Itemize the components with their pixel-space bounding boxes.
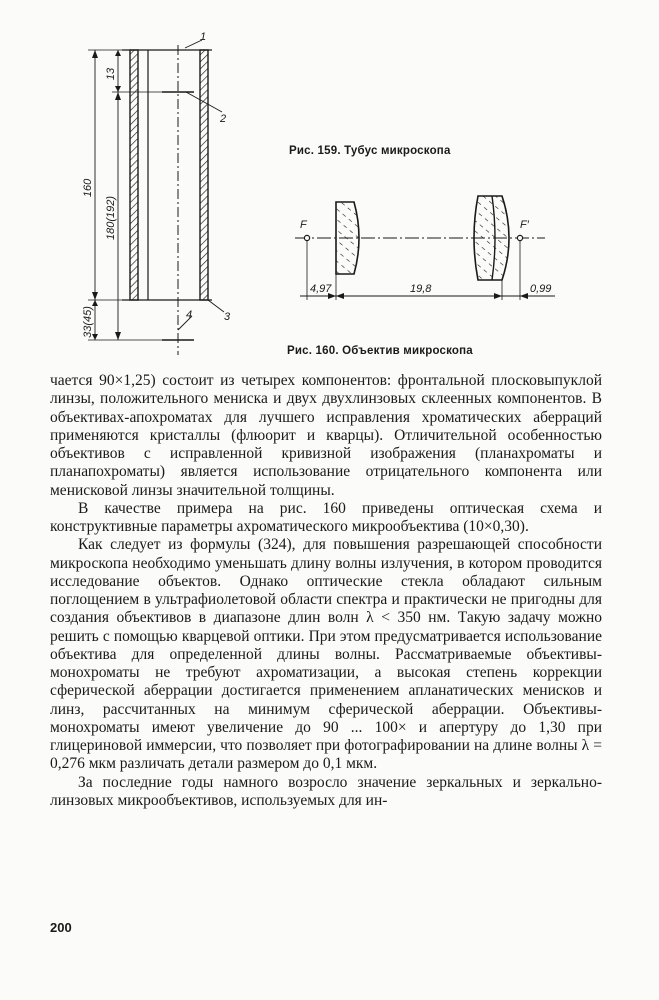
tube-wall-right xyxy=(200,50,208,300)
front-lens xyxy=(336,202,359,274)
dim-label-180-192: 180(192) xyxy=(105,195,117,241)
figures xyxy=(0,0,659,370)
dim-label-front: 4,97 xyxy=(310,283,332,295)
focus-front-label: F xyxy=(300,219,307,231)
callout-2: 2 xyxy=(220,113,227,125)
callout-1: 1 xyxy=(200,31,207,43)
paragraph: За последние годы намного возросло значение зеркальных и зеркально-линзовых микрообъективов, используемых для ин- xyxy=(50,773,602,809)
figure-159-caption: Рис. 159. Тубус микроскопа xyxy=(289,145,451,157)
focus-back-label: F′ xyxy=(520,219,529,231)
dim-label-back: 0,99 xyxy=(530,283,552,295)
dim-label-33-45: 33(45) xyxy=(82,306,94,338)
dim-label-13: 13 xyxy=(105,67,117,81)
callout-4: 4 xyxy=(186,309,193,321)
paragraph: В качестве примера на рис. 160 приведены оптическая схема и конструктивные параметры ахроматического микрообъектива (10×0,30). xyxy=(50,499,602,535)
body-text xyxy=(50,372,602,810)
paragraph: чается 90×1,25) состоит из четырех компонентов: фронтальной плосковыпуклой линзы, положительного мениска и двух двухлинзовых склеенных компонентов. В объективах-апохроматах для лучшего исправления хроматических аберраций применяются кристаллы (флюорит и кварцы). Отличительной особенностью объективов с исправленной кривизной изображения (планахроматы и планапохроматы) является использование отрицательного компонента или менисковой линзы значительной толщины. xyxy=(50,372,602,499)
figure-160-caption: Рис. 160. Объектив микроскопа xyxy=(287,345,473,357)
tube-wall-left xyxy=(130,50,138,300)
dim-label-160: 160 xyxy=(82,178,94,198)
paragraph: Как следует из формулы (324), для повышения разрешающей способности микроскопа необходимо уменьшать длину волны излучения, в котором проводится исследование объектов. Однако оптические стекла обладают сильным поглощением в ультрафиолетовой области спектра и практически не пригодны для создания объективов в диапазоне длин волн λ < 350 нм. Такую задачу можно решить с помощью кварцевой оптики. При этом предусматривается использование объектива для определенной длины волны. Рассматриваемые объективы-монохроматы не требуют ахроматизации, а высокая степень коррекции сферической аберрации достигается применением апланатических менисков и линз, рассчитанных на минимум сферической аберрации. Объективы-монохроматы имеют увеличение до 90 ... 100× и апертуру до 1,30 при глицериновой иммерсии, что позволяет при фотографировании на длине волны λ = 0,276 мкм различать детали размером до 0,1 мкм. xyxy=(50,536,602,773)
callout-3: 3 xyxy=(224,311,231,323)
dim-label-middle: 19,8 xyxy=(410,283,432,295)
page-number: 200 xyxy=(50,920,72,935)
rear-lens-group xyxy=(474,196,509,280)
